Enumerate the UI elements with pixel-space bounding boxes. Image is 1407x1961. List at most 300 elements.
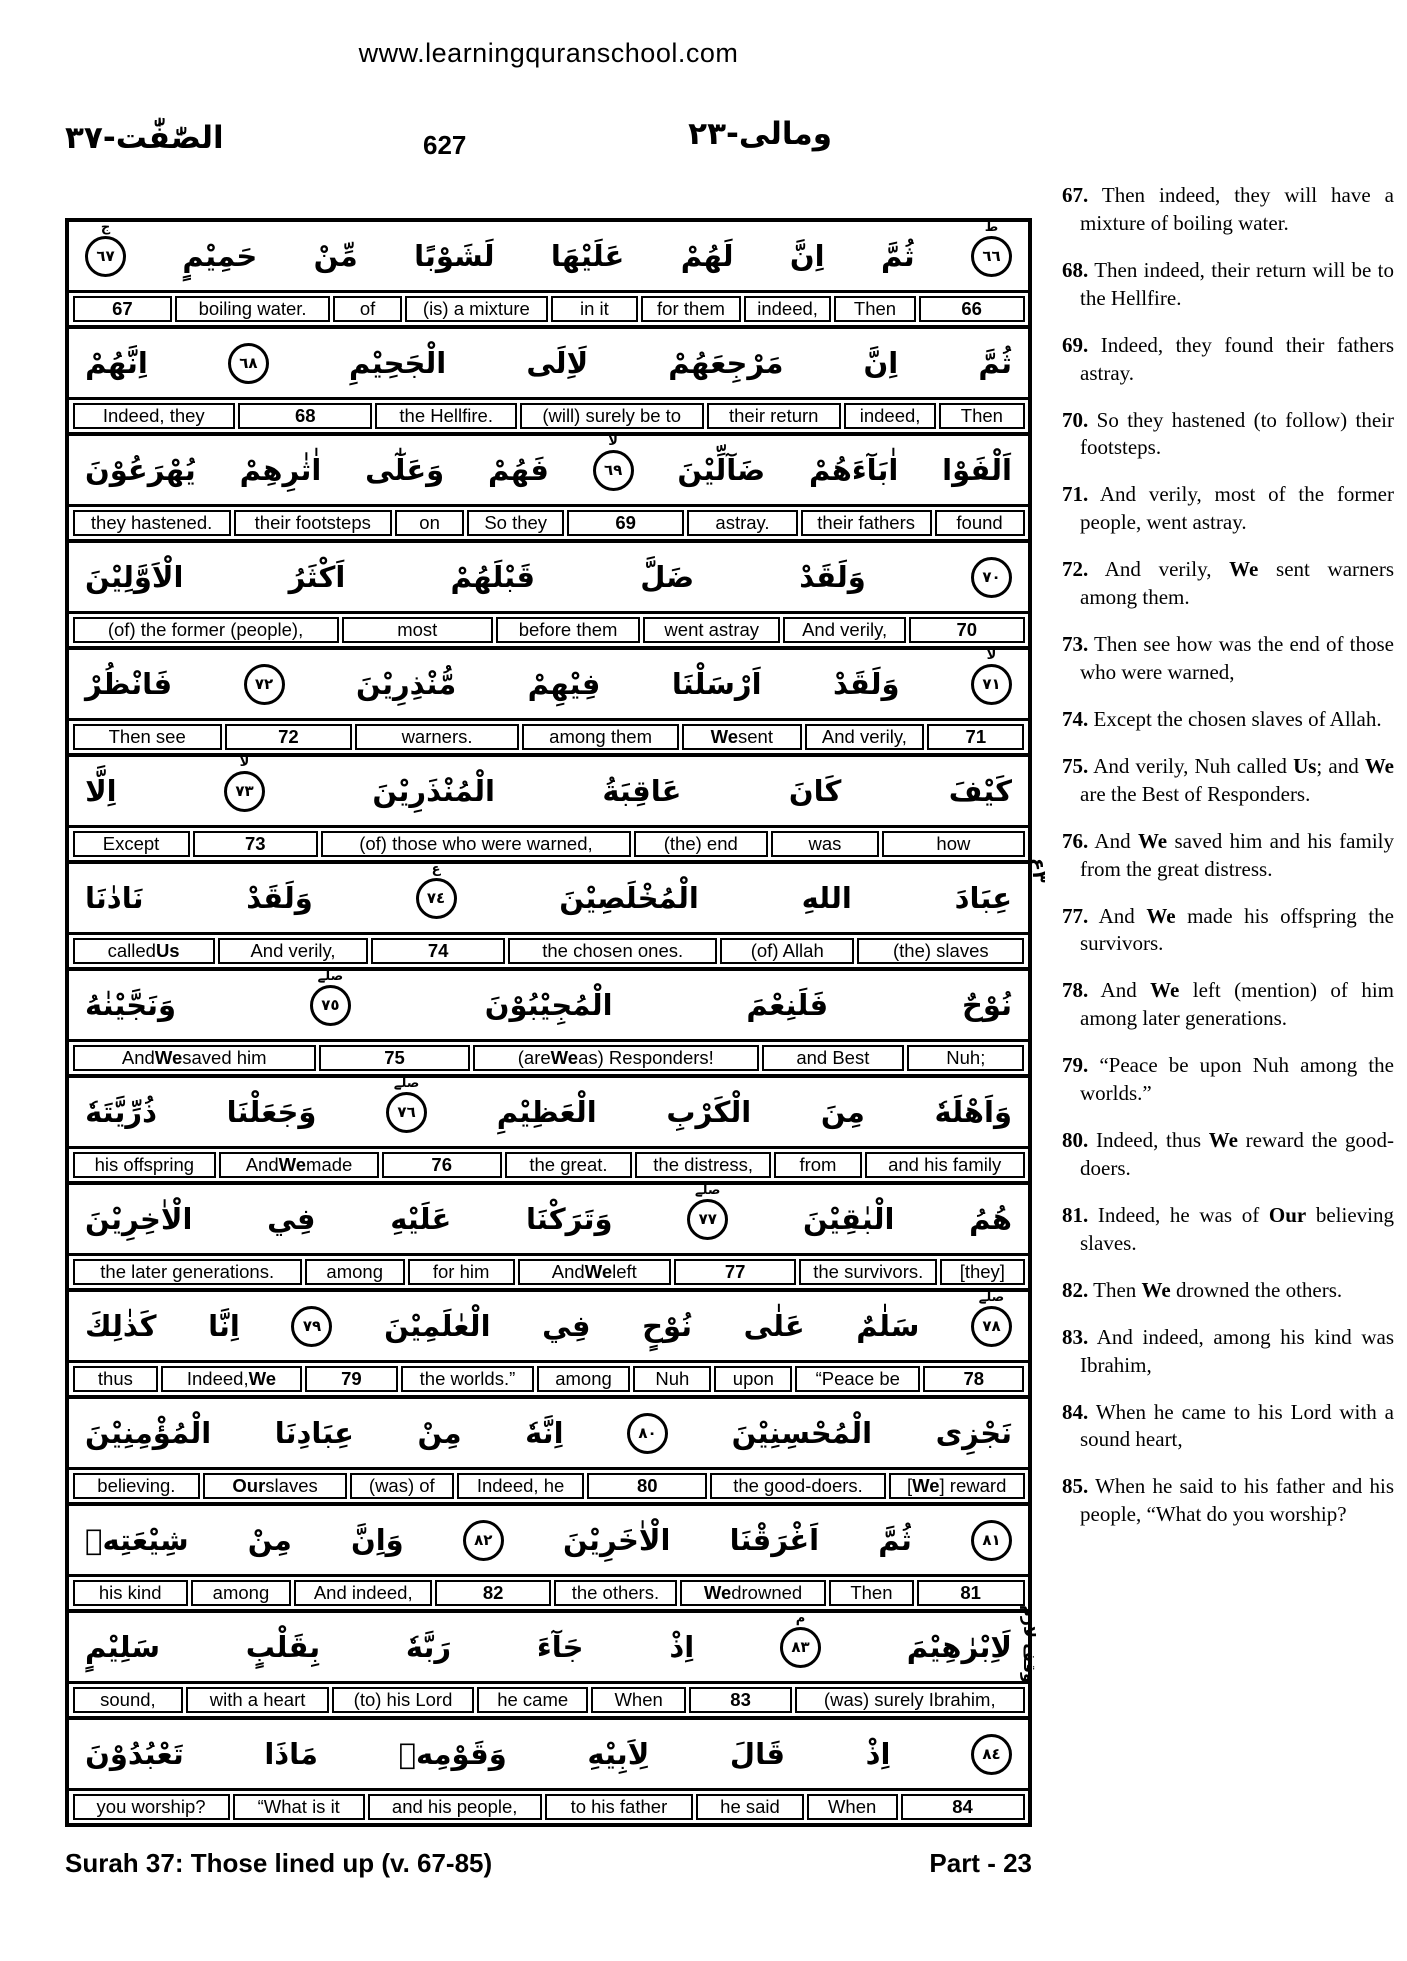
arabic-word: اِلَّا bbox=[85, 773, 117, 808]
arabic-word: اَلْفَوْا bbox=[942, 452, 1012, 487]
word-translation-cell: (is) a mixture bbox=[405, 296, 548, 322]
arabic-word: شِيْعَتِهٖ bbox=[85, 1522, 189, 1557]
translation-item-72: 72. And verily, We sent warners among them. bbox=[1062, 557, 1394, 610]
arabic-word: نَجْزِى bbox=[935, 1415, 1012, 1450]
arabic-word: الْمُحْسِنِيْنَ bbox=[731, 1415, 873, 1450]
translation-verse-number: 78. bbox=[1062, 978, 1089, 1003]
arabic-word: اِنَّهٗ bbox=[525, 1415, 564, 1450]
waqf-sign: صلے bbox=[393, 1075, 420, 1091]
word-translation-cell: the worlds.” bbox=[401, 1366, 534, 1392]
arabic-word: فَانْظُرْ bbox=[85, 666, 173, 701]
verse-end-number: ٦٨ bbox=[239, 353, 258, 372]
arabic-word: وَاَهْلَهٗ bbox=[934, 1094, 1012, 1129]
arabic-word: الْجَحِيْمِ bbox=[349, 345, 447, 380]
word-translation-cell: sound, bbox=[73, 1687, 184, 1713]
arabic-word: اِنَّ bbox=[863, 345, 899, 380]
verse-end-number: ٨٣ bbox=[791, 1637, 810, 1656]
word-translation-cell: And verily, bbox=[218, 938, 369, 964]
arabic-word: هُمُ bbox=[969, 1201, 1012, 1236]
word-translation-cell: (are We as) Responders! bbox=[473, 1045, 759, 1071]
verse-number-cell: 81 bbox=[917, 1580, 1025, 1606]
verse-end-number: ٦٩ bbox=[603, 460, 623, 479]
word-translation-cell: We sent bbox=[682, 724, 802, 750]
waqf-sign: لا bbox=[608, 433, 618, 449]
verse-end-marker bbox=[971, 1520, 1012, 1561]
arabic-word: لَاِبْرٰهِيْمَ bbox=[906, 1629, 1012, 1664]
verse-end-number: ٧٩ bbox=[302, 1316, 322, 1335]
arabic-line-9 bbox=[69, 1075, 1028, 1149]
translation-item-78: 78. And We left (mention) of him among later generations. bbox=[1062, 978, 1394, 1031]
verse-end-marker bbox=[463, 1520, 504, 1561]
word-translation-cell: Then bbox=[939, 403, 1024, 429]
arabic-word: اَرْسَلْنَا bbox=[671, 666, 762, 701]
word-translation-cell: So they bbox=[467, 510, 564, 536]
arabic-word: الْمُؤْمِنِيْنَ bbox=[85, 1415, 212, 1450]
english-line-5 bbox=[69, 721, 1028, 757]
translation-verse-number: 84. bbox=[1062, 1399, 1089, 1424]
word-translation-cell: Nuh bbox=[633, 1366, 711, 1392]
word-translation-cell: his offspring bbox=[73, 1152, 217, 1178]
translation-item-74: 74. Except the chosen slaves of Allah. bbox=[1062, 706, 1382, 731]
verse-number-cell: 66 bbox=[919, 296, 1025, 322]
arabic-word: الْمُخْلَصِيْنَ bbox=[559, 880, 699, 915]
arabic-word: وَلَقَدْ bbox=[833, 666, 900, 701]
verse-end-number: ٧٨ bbox=[982, 1316, 1001, 1335]
translation-verse-number: 83. bbox=[1062, 1324, 1089, 1349]
surah-name-arabic: الصّٰفّٰت-٣٧ bbox=[65, 120, 224, 156]
translation-item-71: 71. And verily, most of the former people, went astray. bbox=[1062, 482, 1394, 535]
arabic-word: بِقَلْبٍ bbox=[245, 1629, 321, 1664]
waqf-sign: صلے bbox=[317, 968, 344, 984]
verse-end-number: ٧٣ bbox=[235, 781, 254, 800]
arabic-word: فَلَنِعْمَ bbox=[746, 987, 829, 1022]
verse-end-number: ٨٤ bbox=[982, 1744, 1001, 1763]
verse-end-marker bbox=[224, 754, 265, 812]
verse-number-cell: 70 bbox=[909, 617, 1025, 643]
translation-item-76: 76. And We saved him and his family from the great distress. bbox=[1062, 828, 1394, 881]
verse-end-number: ٧٧ bbox=[698, 1209, 717, 1228]
word-translation-cell: (will) surely be to bbox=[520, 403, 704, 429]
word-translation-cell: And We saved him bbox=[73, 1045, 317, 1071]
waqf-sign: لا bbox=[986, 647, 997, 663]
word-translation-cell: before them bbox=[496, 617, 640, 643]
arabic-word: الْبٰقِيْنَ bbox=[802, 1201, 895, 1236]
translation-item-84: 84. When he came to his Lord with a sound heart, bbox=[1062, 1399, 1394, 1452]
arabic-word: عَلَيْهِ bbox=[390, 1201, 452, 1236]
word-translation-cell: found bbox=[935, 510, 1025, 536]
word-translation-cell: among bbox=[537, 1366, 631, 1392]
word-translation-cell: astray. bbox=[687, 510, 797, 536]
arabic-word: اَغْرَقْنَا bbox=[729, 1522, 820, 1557]
word-translation-cell: [ We ] reward bbox=[889, 1473, 1025, 1499]
word-translation-cell: (of) Allah bbox=[720, 938, 854, 964]
word-translation-cell: thus bbox=[73, 1366, 159, 1392]
english-line-9 bbox=[69, 1149, 1028, 1185]
word-translation-cell: the distress, bbox=[635, 1152, 771, 1178]
arabic-word: اِذْ bbox=[865, 1736, 891, 1771]
arabic-word: وَجَعَلْنَا bbox=[226, 1094, 317, 1129]
arabic-word: اٰثٰرِهِمْ bbox=[239, 452, 322, 487]
verse-number-cell: 68 bbox=[238, 403, 372, 429]
waqf-sign: ج bbox=[100, 219, 111, 235]
arabic-word: ثُمَّ bbox=[978, 345, 1012, 380]
verse-end-number: ٧٥ bbox=[321, 995, 340, 1014]
waqf-sign: م bbox=[795, 1610, 806, 1626]
arabic-word: مِنْ bbox=[247, 1522, 292, 1557]
word-translation-cell: indeed, bbox=[744, 296, 831, 322]
arabic-word: مُّنْذِرِيْنَ bbox=[355, 666, 457, 701]
arabic-word: سَلٰمٌ bbox=[856, 1308, 920, 1343]
arabic-word: قَبْلَهُمْ bbox=[450, 559, 536, 594]
arabic-word: نَادٰنَا bbox=[85, 880, 144, 915]
word-translation-cell: (was) surely Ibrahim, bbox=[795, 1687, 1024, 1713]
arabic-word: الْاٰخِرِيْنَ bbox=[85, 1201, 193, 1236]
word-translation-cell: in it bbox=[551, 296, 638, 322]
verse-number-cell: 83 bbox=[689, 1687, 792, 1713]
verse-end-number: ٧١ bbox=[982, 674, 1001, 693]
word-translation-cell: believing. bbox=[73, 1473, 201, 1499]
arabic-word: وَلَقَدْ bbox=[246, 880, 313, 915]
word-translation-cell: warners. bbox=[355, 724, 519, 750]
waqf-marker-arabic: وقف لازم bbox=[1020, 1605, 1039, 1683]
footer-surah-label: Surah 37: Those lined up (v. 67-85) bbox=[65, 1848, 493, 1878]
verse-number-cell: 69 bbox=[567, 510, 684, 536]
word-translation-cell: was bbox=[771, 831, 880, 857]
word-translation-cell: Except bbox=[73, 831, 190, 857]
word-translation-cell: Our slaves bbox=[203, 1473, 347, 1499]
arabic-word: اِنَّا bbox=[208, 1308, 240, 1343]
translation-verse-number: 79. bbox=[1062, 1053, 1089, 1078]
verse-end-number: ٧٠ bbox=[982, 567, 1001, 586]
translation-verse-number: 75. bbox=[1062, 753, 1089, 778]
arabic-word: وَلَقَدْ bbox=[799, 559, 866, 594]
word-translation-cell: the others. bbox=[554, 1580, 677, 1606]
translation-verse-number: 77. bbox=[1062, 903, 1089, 928]
arabic-line-14 bbox=[69, 1610, 1028, 1684]
translation-verse-number: 68. bbox=[1062, 257, 1089, 282]
verse-number-cell: 79 bbox=[305, 1366, 399, 1392]
word-translation-cell: with a heart bbox=[186, 1687, 328, 1713]
arabic-word: اٰبَآءَهُمْ bbox=[808, 452, 899, 487]
arabic-word: ذُرِّيَّتَهٗ bbox=[85, 1094, 157, 1129]
arabic-word: كَذٰلِكَ bbox=[85, 1308, 157, 1343]
word-translation-cell: the survivors. bbox=[799, 1259, 937, 1285]
arabic-word: ضَلَّ bbox=[640, 559, 695, 594]
verse-end-marker bbox=[971, 1734, 1012, 1775]
arabic-word: اَكْثَرُ bbox=[288, 559, 346, 594]
arabic-word: الْعَظِيْمِ bbox=[496, 1094, 597, 1129]
translation-verse-number: 81. bbox=[1062, 1202, 1089, 1227]
verse-end-marker bbox=[971, 1289, 1012, 1347]
verse-number-cell: 77 bbox=[674, 1259, 797, 1285]
word-translation-cell: And We made bbox=[219, 1152, 379, 1178]
arabic-line-15 bbox=[69, 1720, 1028, 1791]
verse-end-marker bbox=[627, 1413, 668, 1454]
arabic-word: الْاَوَّلِيْنَ bbox=[85, 559, 184, 594]
word-translation-cell: among bbox=[305, 1259, 405, 1285]
word-translation-cell: among them bbox=[522, 724, 679, 750]
translation-item-75: 75. And verily, Nuh called Us; and We are the Best of Responders. bbox=[1062, 753, 1394, 806]
arabic-word: الْكَرْبِ bbox=[666, 1094, 752, 1129]
arabic-word: الْعٰلَمِيْنَ bbox=[384, 1308, 491, 1343]
word-translation-cell: When bbox=[591, 1687, 686, 1713]
word-translation-cell: And verily, bbox=[783, 617, 906, 643]
word-translation-cell: Indeed, We bbox=[161, 1366, 301, 1392]
arabic-word: لَاِلَى bbox=[526, 345, 589, 380]
english-line-6 bbox=[69, 828, 1028, 864]
word-translation-cell: and his people, bbox=[368, 1794, 542, 1820]
word-translation-cell: the chosen ones. bbox=[508, 938, 717, 964]
arabic-word: الْاٰخَرِيْنَ bbox=[562, 1522, 671, 1557]
word-translation-cell: Indeed, he bbox=[457, 1473, 585, 1499]
arabic-line-2 bbox=[69, 329, 1028, 400]
word-translation-cell: went astray bbox=[643, 617, 780, 643]
verse-end-number: ٨٠ bbox=[638, 1423, 657, 1442]
word-translation-cell: on bbox=[395, 510, 464, 536]
arabic-word: عَاقِبَةُ bbox=[602, 773, 682, 808]
word-translation-cell: for him bbox=[408, 1259, 515, 1285]
verse-number-cell: 71 bbox=[927, 724, 1024, 750]
arabic-word: ثُمَّ bbox=[880, 238, 915, 273]
arabic-word: اللهِ bbox=[801, 880, 852, 915]
translation-item-82: 82. Then We drowned the others. bbox=[1062, 1277, 1343, 1302]
arabic-word: مِّنْ bbox=[313, 238, 358, 273]
verse-end-marker bbox=[386, 1075, 427, 1133]
arabic-line-5 bbox=[69, 647, 1028, 721]
translation-item-69: 69. Indeed, they found their fathers astray. bbox=[1062, 332, 1394, 385]
verse-end-marker bbox=[593, 433, 634, 491]
english-line-11 bbox=[69, 1363, 1028, 1399]
translation-item-85: 85. When he said to his father and his people, “What do you worship? bbox=[1062, 1474, 1394, 1527]
waqf-sign: صلے bbox=[978, 1289, 1005, 1305]
page-header bbox=[65, 116, 1032, 180]
waqf-sign: ط bbox=[984, 219, 999, 235]
arabic-word: لَشَوْبًا bbox=[414, 238, 495, 273]
arabic-word: وَاِنَّ bbox=[350, 1522, 404, 1557]
english-line-3 bbox=[69, 507, 1028, 543]
arabic-word: عِبَادِنَا bbox=[274, 1415, 354, 1450]
arabic-word: فِي bbox=[542, 1308, 591, 1343]
verse-end-number: ٨٢ bbox=[474, 1530, 493, 1549]
verse-number-cell: 82 bbox=[435, 1580, 550, 1606]
word-translation-cell: for them bbox=[641, 296, 741, 322]
verse-number-cell: 80 bbox=[587, 1473, 707, 1499]
arabic-word: حَمِيْمٍ bbox=[182, 238, 258, 273]
arabic-word: مَرْجِعَهُمْ bbox=[668, 345, 784, 380]
word-translation-cell: among bbox=[191, 1580, 291, 1606]
word-translation-cell: (of) those who were warned, bbox=[321, 831, 631, 857]
word-translation-cell: And verily, bbox=[805, 724, 925, 750]
word-translation-cell: “What is it bbox=[233, 1794, 365, 1820]
word-translation-cell: and Best bbox=[762, 1045, 905, 1071]
arabic-word: سَلِيْمٍ bbox=[85, 1629, 160, 1664]
english-line-4 bbox=[69, 614, 1028, 650]
footer-part-label: Part - 23 bbox=[929, 1848, 1032, 1878]
word-translation-cell: Then bbox=[829, 1580, 914, 1606]
verse-number-cell: 67 bbox=[73, 296, 173, 322]
page-number: 627 bbox=[423, 130, 467, 160]
verse-number-cell: 72 bbox=[225, 724, 352, 750]
word-translation-cell: Then see bbox=[73, 724, 222, 750]
arabic-word: عِبَادَ bbox=[954, 880, 1012, 915]
translation-item-79: 79. “Peace be upon Nuh among the worlds.” bbox=[1062, 1053, 1394, 1106]
arabic-word: فِي bbox=[267, 1201, 316, 1236]
arabic-line-13 bbox=[69, 1506, 1028, 1577]
arabic-word: وَقَوْمِهٖ bbox=[398, 1736, 507, 1771]
word-translation-cell: upon bbox=[714, 1366, 792, 1392]
english-line-12 bbox=[69, 1470, 1028, 1506]
translation-verse-number: 71. bbox=[1062, 482, 1089, 507]
verse-end-marker bbox=[244, 664, 285, 705]
verse-end-number: ٨١ bbox=[982, 1530, 1001, 1549]
word-translation-cell: “Peace be bbox=[795, 1366, 920, 1392]
arabic-word: وَتَرَكْنَا bbox=[526, 1201, 613, 1236]
translation-verse-number: 76. bbox=[1062, 828, 1089, 853]
arabic-word: نُوْحٌ bbox=[962, 987, 1012, 1022]
arabic-line-3 bbox=[69, 433, 1028, 507]
translation-item-83: 83. And indeed, among his kind was Ibrahim, bbox=[1062, 1324, 1394, 1377]
word-translation-cell: the good-doers. bbox=[710, 1473, 886, 1499]
word-translation-cell: And indeed, bbox=[294, 1580, 432, 1606]
word-translation-cell: their return bbox=[707, 403, 841, 429]
verse-number-cell: 76 bbox=[382, 1152, 502, 1178]
word-translation-cell: to his father bbox=[545, 1794, 694, 1820]
word-translation-cell: you worship? bbox=[73, 1794, 230, 1820]
translation-item-80: 80. Indeed, thus We reward the good-doers. bbox=[1062, 1128, 1394, 1180]
verse-end-marker bbox=[310, 968, 351, 1026]
verse-end-marker bbox=[291, 1306, 332, 1347]
arabic-word: اِذْ bbox=[669, 1629, 695, 1664]
arabic-line-11 bbox=[69, 1289, 1028, 1363]
verse-end-number: ٧٤ bbox=[426, 888, 446, 907]
word-translation-cell: how bbox=[882, 831, 1024, 857]
arabic-word: مَاذَا bbox=[264, 1736, 318, 1771]
arabic-word: وَعَلٰٓى bbox=[365, 452, 445, 487]
verse-end-marker bbox=[416, 861, 457, 919]
arabic-word: عَلَيْهَا bbox=[550, 238, 625, 273]
word-translation-cell: the later generations. bbox=[73, 1259, 302, 1285]
arabic-line-8 bbox=[69, 968, 1028, 1042]
word-translation-cell: and his family bbox=[865, 1152, 1025, 1178]
translation-item-81: 81. Indeed, he was of Our believing slaves. bbox=[1062, 1202, 1394, 1255]
word-translation-cell: he said bbox=[696, 1794, 803, 1820]
verse-number-cell: 74 bbox=[371, 938, 505, 964]
arabic-word: ضَآلِّيْنَ bbox=[677, 452, 766, 487]
translation-item-77: 77. And We made his offspring the survivors. bbox=[1062, 903, 1395, 956]
arabic-line-4 bbox=[69, 543, 1028, 614]
arabic-word: لَهُمْ bbox=[680, 238, 734, 273]
arabic-line-7 bbox=[69, 861, 1028, 935]
arabic-word: الْمُنْذَرِيْنَ bbox=[372, 773, 495, 808]
translation-item-73: 73. Then see how was the end of those who were warned, bbox=[1062, 632, 1394, 684]
translation-sidebar bbox=[1062, 182, 1394, 1548]
english-line-14 bbox=[69, 1684, 1028, 1720]
english-line-15 bbox=[69, 1791, 1028, 1823]
verse-end-number: ٧٢ bbox=[254, 674, 274, 693]
word-translation-cell: boiling water. bbox=[175, 296, 330, 322]
word-translation-cell: indeed, bbox=[844, 403, 936, 429]
verse-number-cell: 73 bbox=[193, 831, 318, 857]
arabic-word: كَيْفَ bbox=[948, 773, 1012, 808]
word-translation-cell: (of) the former (people), bbox=[73, 617, 339, 643]
verse-end-marker bbox=[228, 343, 269, 384]
translation-verse-number: 85. bbox=[1062, 1474, 1089, 1499]
arabic-line-10 bbox=[69, 1182, 1028, 1256]
word-translation-cell: the great. bbox=[505, 1152, 633, 1178]
arabic-word: فَهُمْ bbox=[487, 452, 549, 487]
word-translation-cell: from bbox=[774, 1152, 862, 1178]
english-line-7 bbox=[69, 935, 1028, 971]
verse-table bbox=[65, 218, 1032, 1827]
word-translation-cell: (the) end bbox=[634, 831, 768, 857]
word-translation-cell: he came bbox=[477, 1687, 588, 1713]
word-translation-cell: Indeed, they bbox=[73, 403, 236, 429]
english-line-10 bbox=[69, 1256, 1028, 1292]
arabic-word: لِاَبِيْهِ bbox=[587, 1736, 650, 1771]
word-translation-cell: Nuh; bbox=[907, 1045, 1024, 1071]
arabic-word: وَنَجَّيْنٰهُ bbox=[85, 987, 177, 1022]
translation-verse-number: 73. bbox=[1062, 632, 1089, 657]
word-translation-cell: We drowned bbox=[680, 1580, 826, 1606]
english-line-1 bbox=[69, 293, 1028, 329]
translation-verse-number: 80. bbox=[1062, 1128, 1089, 1153]
verse-end-marker bbox=[971, 557, 1012, 598]
translation-verse-number: 70. bbox=[1062, 407, 1089, 432]
arabic-word: قَالَ bbox=[729, 1736, 785, 1771]
arabic-line-12 bbox=[69, 1399, 1028, 1470]
verse-end-marker bbox=[971, 647, 1012, 705]
english-line-2 bbox=[69, 400, 1028, 436]
translation-item-70: 70. So they hastened (to follow) their footsteps. bbox=[1062, 407, 1394, 460]
waqf-sign: لا bbox=[239, 754, 250, 770]
word-translation-cell: of bbox=[333, 296, 402, 322]
translation-verse-number: 74. bbox=[1062, 706, 1089, 731]
arabic-word: كَانَ bbox=[788, 773, 842, 808]
word-translation-cell: his kind bbox=[73, 1580, 188, 1606]
word-translation-cell: their fathers bbox=[801, 510, 932, 536]
arabic-word: جَآءَ bbox=[536, 1629, 584, 1664]
arabic-line-6 bbox=[69, 754, 1028, 828]
verse-end-marker bbox=[85, 219, 126, 277]
waqf-sign: ع bbox=[431, 861, 441, 877]
word-translation-cell: most bbox=[342, 617, 493, 643]
verse-end-number: ٦٧ bbox=[96, 246, 115, 265]
verse-number-cell: 84 bbox=[901, 1794, 1025, 1820]
arabic-word: ثُمَّ bbox=[878, 1522, 912, 1557]
word-translation-cell: called Us bbox=[73, 938, 215, 964]
translation-verse-number: 69. bbox=[1062, 332, 1089, 357]
juz-name-arabic: ومالى-٢٣ bbox=[688, 116, 832, 152]
arabic-word: يُهْرَعُوْنَ bbox=[85, 452, 196, 487]
waqf-sign: صلے bbox=[695, 1182, 721, 1198]
word-translation-cell: they hastened. bbox=[73, 510, 231, 536]
verse-number-cell: 78 bbox=[923, 1366, 1024, 1392]
english-line-8 bbox=[69, 1042, 1028, 1078]
arabic-word: نُوْحٍ bbox=[642, 1308, 693, 1343]
word-translation-cell: their footsteps bbox=[234, 510, 392, 536]
word-translation-cell: (was) of bbox=[350, 1473, 454, 1499]
arabic-word: رَبَّهٗ bbox=[405, 1629, 452, 1664]
page-footer bbox=[65, 1848, 1032, 1879]
arabic-word: عَلٰى bbox=[743, 1308, 805, 1343]
website-url: www.learningquranschool.com bbox=[358, 38, 739, 68]
verse-end-number: ٧٦ bbox=[397, 1102, 416, 1121]
verse-end-marker bbox=[971, 219, 1012, 277]
word-translation-cell: (to) his Lord bbox=[332, 1687, 474, 1713]
translation-verse-number: 72. bbox=[1062, 557, 1089, 582]
verse-number-cell: 75 bbox=[319, 1045, 470, 1071]
verse-end-marker bbox=[780, 1610, 821, 1668]
